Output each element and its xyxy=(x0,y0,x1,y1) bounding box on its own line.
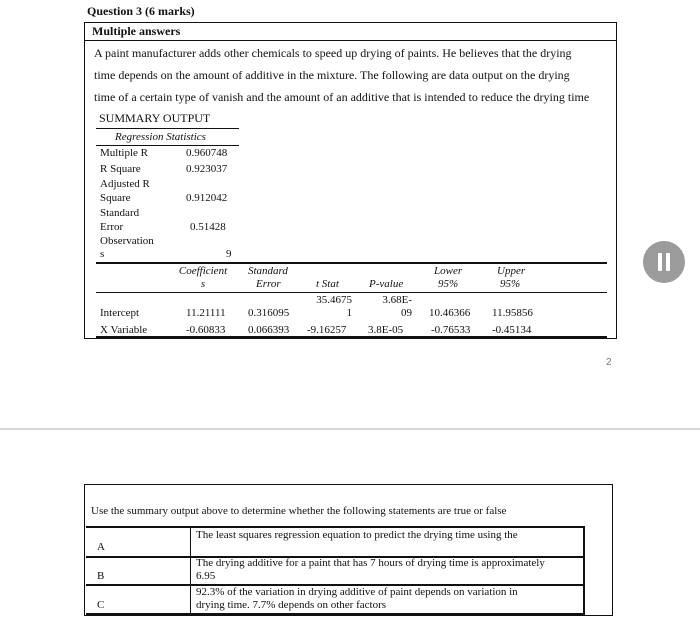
statement-letter: A xyxy=(97,541,105,553)
statement-text: 92.3% of the variation in drying additive of paint depends on variation in xyxy=(196,586,518,598)
page-number: 2 xyxy=(606,357,612,368)
coef-header-line: Coefficient xyxy=(178,265,228,277)
coef-cell: 1 xyxy=(346,307,352,319)
statement-letter: C xyxy=(97,599,105,611)
coef-cell: 10.46366 xyxy=(429,307,471,319)
coef-header-line: Standard xyxy=(248,265,288,277)
statements-instruction: Use the summary output above to determine whether the following statements are true or false xyxy=(91,505,507,517)
question-box-top-border xyxy=(84,22,617,23)
statement-text: drying time. 7.7% depends on other factors xyxy=(196,599,387,611)
stat-label: s xyxy=(100,248,105,260)
statements-box-bottom-border xyxy=(84,615,613,616)
stats-top-rule xyxy=(96,128,239,129)
description-line: time of a certain type of vanish and the amount of an additive that is intended to reduce the drying time xyxy=(94,90,590,104)
coef-row-label: X Variable xyxy=(100,324,148,336)
statements-box-left-border xyxy=(84,484,85,616)
statements-table-right-border xyxy=(583,526,585,615)
coef-header-line: Error xyxy=(256,278,281,290)
coef-header-line: P-value xyxy=(369,278,404,290)
coef-cell: -9.16257 xyxy=(307,324,347,336)
statements-box-right-border xyxy=(612,484,613,616)
statement-text: The least squares regression equation to predict the drying time using the xyxy=(196,529,518,541)
stat-label: Adjusted R xyxy=(100,178,150,190)
statement-text: 6.95 xyxy=(196,570,216,582)
description-line: time depends on the amount of additive in the mixture. The following are data output on the drying xyxy=(94,68,570,82)
stat-label: Observation xyxy=(100,235,154,247)
coef-header-line: Lower xyxy=(434,265,463,277)
question-box-left-border xyxy=(84,22,85,339)
coef-cell: 0.066393 xyxy=(248,324,290,336)
stat-value: 0.51428 xyxy=(190,221,226,233)
summary-title: SUMMARY OUTPUT xyxy=(99,111,211,125)
statement-letter: B xyxy=(97,570,105,582)
stat-value: 0.923037 xyxy=(186,163,228,175)
stats-header: Regression Statistics xyxy=(115,131,206,143)
coef-top-rule xyxy=(96,262,607,264)
section-divider xyxy=(84,40,617,41)
coef-header-line: Upper xyxy=(497,265,526,277)
coef-cell: -0.45134 xyxy=(492,324,532,336)
question-title: Question 3 (6 marks) xyxy=(87,4,195,18)
statements-table-top-rule xyxy=(86,526,584,528)
coef-cell: 11.21111 xyxy=(186,307,226,319)
statements-table-bottom-rule xyxy=(86,613,584,615)
coef-cell: -0.60833 xyxy=(186,324,226,336)
stat-label: Error xyxy=(100,221,124,233)
coef-header-line: t Stat xyxy=(316,278,339,290)
description-line: A paint manufacturer adds other chemicals to speed up drying of paints. He believes that the drying xyxy=(94,46,572,60)
coef-header-line: 95% xyxy=(500,278,521,290)
statements-box-top-border xyxy=(84,484,613,485)
stat-label: Multiple R xyxy=(100,147,148,159)
statements-column-divider xyxy=(190,526,191,615)
pause-button[interactable] xyxy=(643,241,685,283)
stat-label: R Square xyxy=(100,163,141,175)
stat-label: Standard xyxy=(100,207,140,219)
coef-cell: 09 xyxy=(401,307,412,319)
stat-value: 9 xyxy=(226,248,232,260)
stat-value: 0.960748 xyxy=(186,147,228,159)
question-box-right-border xyxy=(616,22,617,339)
coef-header-line: s xyxy=(200,278,206,290)
statement-text: The drying additive for a paint that has 7 hours of drying time is approximately xyxy=(196,557,545,569)
coef-cell: 0.316095 xyxy=(248,307,290,319)
stat-value: 0.912042 xyxy=(186,192,228,204)
stats-header-rule xyxy=(96,145,239,146)
coef-cell: 35.4675 xyxy=(316,294,352,306)
section-title: Multiple answers xyxy=(92,24,181,38)
coef-bottom-rule xyxy=(96,336,607,338)
coef-header-line: 95% xyxy=(438,278,459,290)
coef-cell: 3.68E- xyxy=(382,294,412,306)
coef-header-rule xyxy=(96,292,607,293)
coef-cell: 11.95856 xyxy=(492,307,533,319)
stat-label: Square xyxy=(100,192,131,204)
page-separator xyxy=(0,428,700,430)
coef-row-label: Intercept xyxy=(100,307,140,319)
question-box-bottom-border xyxy=(84,338,617,339)
coef-cell: -0.76533 xyxy=(431,324,471,336)
coef-cell: 3.8E-05 xyxy=(368,324,404,336)
